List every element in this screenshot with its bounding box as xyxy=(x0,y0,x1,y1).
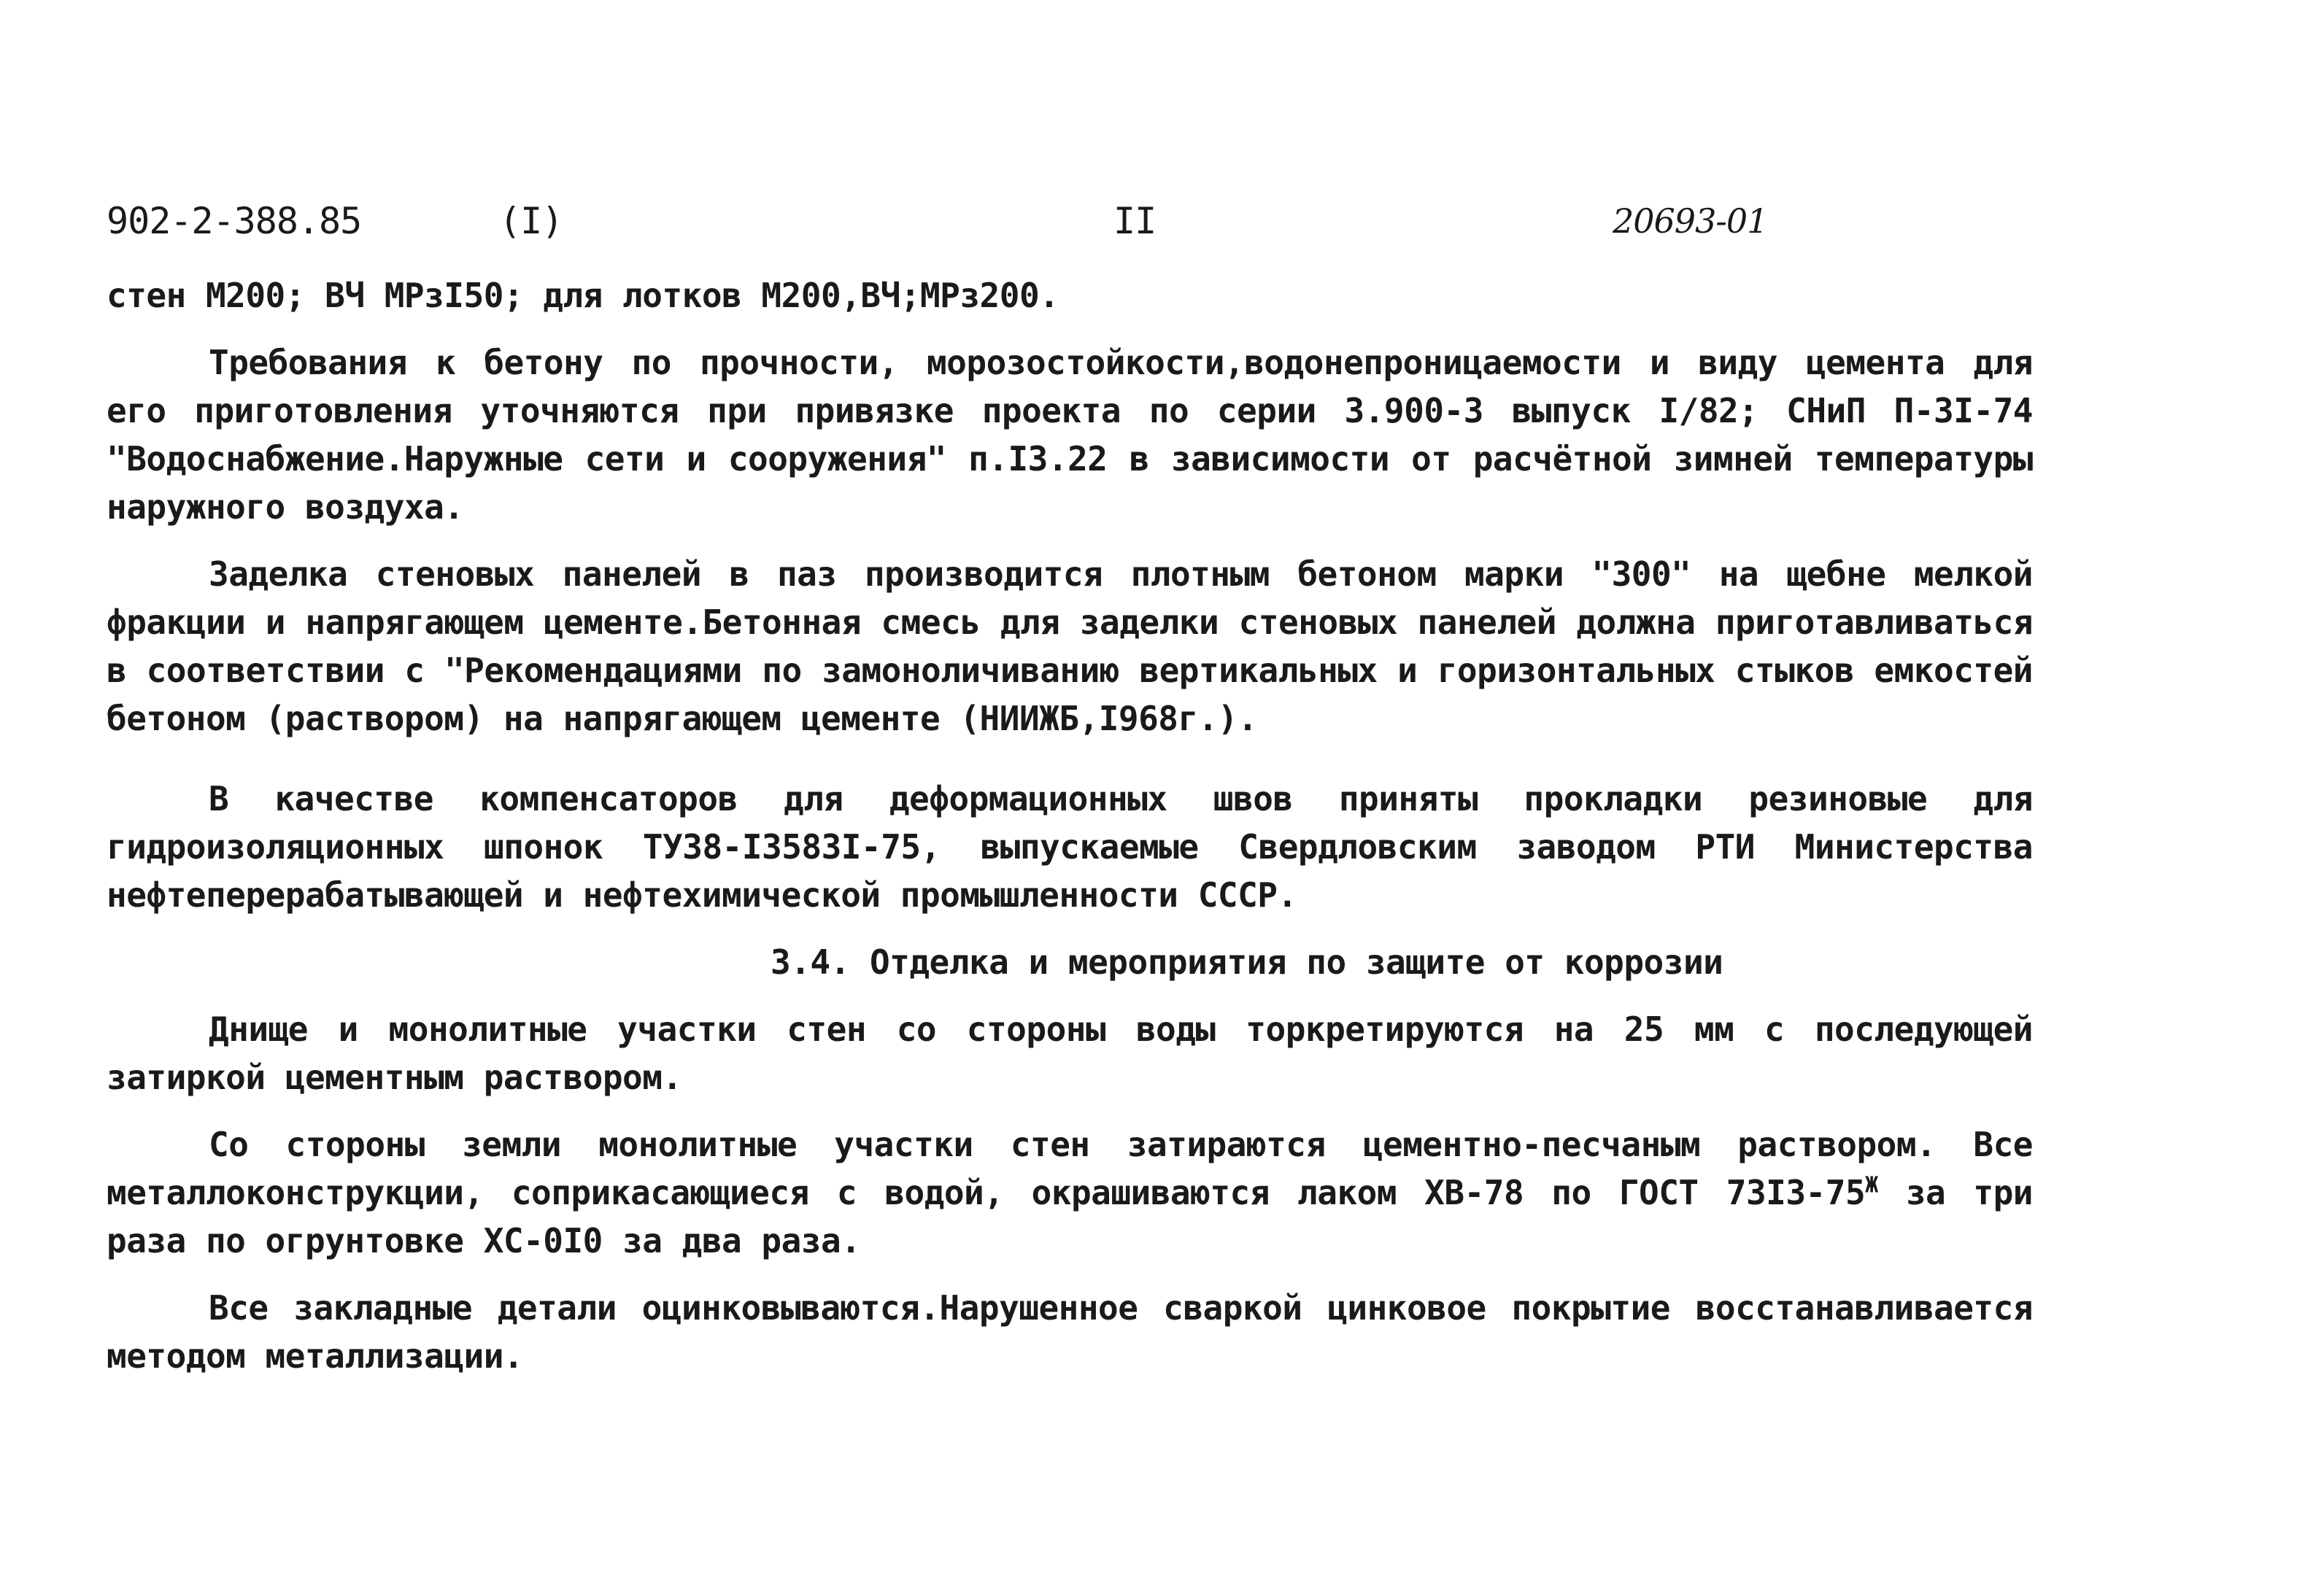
page-number: II xyxy=(1113,200,1157,242)
document-body xyxy=(107,271,2033,1399)
page-header xyxy=(0,195,2305,247)
ground-side-text-end: за три раза по огрунтовке ХС-0I0 за два раза. xyxy=(107,1173,2033,1260)
ground-side-text: Со стороны земли монолитные участки стен затираются цементно-песчаным раствором. Все металлоконструкции, соприкасающиеся с водой, окрашиваются лаком ХВ-78 по ГОСТ 73I3-75 xyxy=(107,1125,2033,1212)
section-heading: 3.4. Отделка и мероприятия по защите от коррозии xyxy=(771,942,1723,982)
continued-paragraph: стен М200; ВЧ МРзI50; для лотков М200,ВЧ;МРз200. xyxy=(107,276,1059,315)
panel-sealing-paragraph: Заделка стеновых панелей в паз производится плотным бетоном марки "300" на щебне мелкой фракции и напрягающем цементе.Бетонная смесь для заделки стеновых панелей должна приготавливаться в соответствии с "Рекомендациями по замоноличиванию вертикальных и горизонтальных стыков емкостей бетоном (раствором) на напрягающем цементе (НИИЖБ,I968г.). xyxy=(107,554,2033,738)
part-number: (I) xyxy=(499,200,563,242)
compensators-paragraph: В качестве компенсаторов для деформационных швов приняты прокладки резиновые для гидроизоляционных шпонок ТУ38-I3583I-75, выпускаемые Свердловским заводом РТИ Министерства нефтеперерабатывающей и нефтехимической промышленности СССР. xyxy=(107,779,2033,915)
standard-superscript: Ж xyxy=(1865,1172,1878,1198)
ground-side-paragraph xyxy=(107,1120,2033,1265)
galvanizing-paragraph: Все закладные детали оцинковываются.Нарушенное сваркой цинковое покрытие восстанавливается методом металлизации. xyxy=(107,1288,2033,1376)
handwritten-reference: 20693-01 xyxy=(1613,201,1768,241)
floor-treatment-paragraph: Днище и монолитные участки стен со стороны воды торкретируются на 25 мм с последующей затиркой цементным раствором. xyxy=(107,1010,2033,1097)
concrete-requirements-paragraph: Требования к бетону по прочности, морозостойкости,водонепроницаемости и виду цемента для его приготовления уточняются при привязке проекта по серии 3.900-3 выпуск I/82; СНиП П-3I-74 "Водоснабжение.Наружные сети и сооружения" п.I3.22 в зависимости от расчётной зимней температуры наружного воздуха. xyxy=(107,343,2033,527)
document-code: 902-2-388.85 xyxy=(107,200,362,242)
